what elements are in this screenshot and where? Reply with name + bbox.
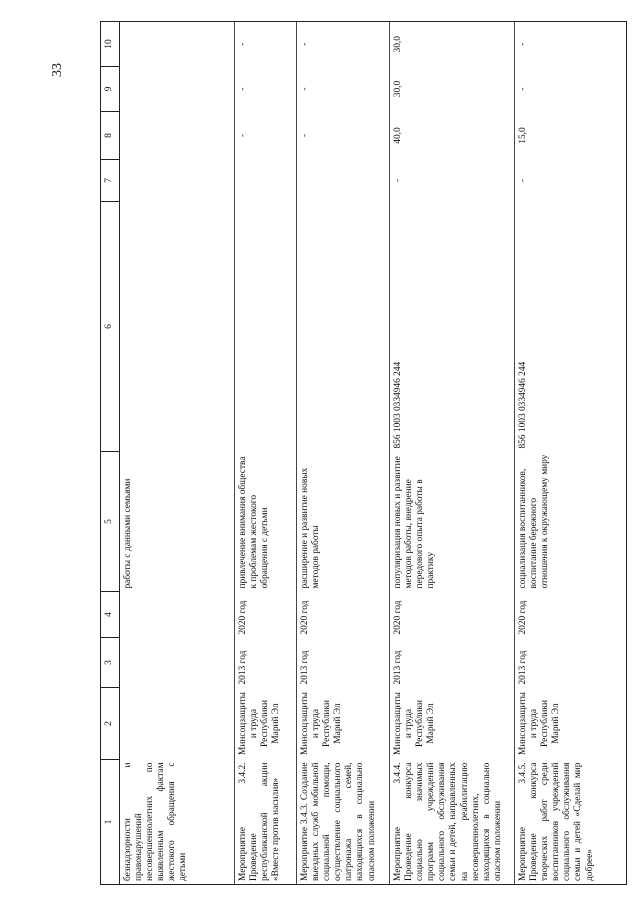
column-header: 3 (101, 638, 120, 688)
page-number: 33 (50, 63, 65, 77)
executor-cell: Минсоцзащиты и труда Республики Марий Эл (235, 688, 297, 760)
table-row (515, 22, 627, 885)
measure-cell: Мероприятие 3.4.3. Создание выездных служб мобильной социальной помощи, осуществление социального патронажа семей, находящихся в социально опасном положении (297, 760, 390, 885)
start-cell (120, 638, 235, 688)
value-cell (120, 112, 235, 160)
column-header: 7 (101, 160, 120, 202)
column-header: 4 (101, 592, 120, 638)
value-cell (297, 160, 390, 202)
table-row (235, 22, 297, 885)
code-cell: 856 1003 0334946 244 (515, 202, 627, 452)
value-cell: - (235, 112, 297, 160)
column-header: 9 (101, 67, 120, 112)
table-row (297, 22, 390, 885)
value-cell: 30,0 (390, 22, 515, 67)
code-cell (235, 202, 297, 452)
table-row (120, 22, 235, 885)
value-cell: - (235, 22, 297, 67)
end-cell: 2020 год (515, 592, 627, 638)
start-cell: 2013 год (235, 638, 297, 688)
value-cell: - (235, 67, 297, 112)
code-cell: 856 1003 0334946 244 (390, 202, 515, 452)
column-header: 6 (101, 202, 120, 452)
end-cell (120, 592, 235, 638)
executor-cell: Минсоцзащиты и труда Республики Марий Эл (515, 688, 627, 760)
value-cell: 40,0 (390, 112, 515, 160)
measure-cell: Мероприятие 3.4.2. Проведение республиканской акции «Вместе против насилия» (235, 760, 297, 885)
result-cell: расширение и развитие новых методов работы (297, 452, 390, 592)
executor-cell: Минсоцзащиты и труда Республики Марий Эл (390, 688, 515, 760)
column-header: 5 (101, 452, 120, 592)
measure-cell: безнадзорности и правонарушений несовершеннолетних по выявленным фактам жестокого обращения с детьми (120, 760, 235, 885)
value-cell: - (390, 160, 515, 202)
result-cell: социализация воспитанников, воспитание бережного отношения к окружающему миру (515, 452, 627, 592)
value-cell: - (297, 112, 390, 160)
value-cell: - (515, 67, 627, 112)
column-header: 1 (101, 760, 120, 885)
value-cell: - (297, 67, 390, 112)
result-cell: популяризация новых и развитие методов работы, внедрение передового опыта работы в практику (390, 452, 515, 592)
end-cell: 2020 год (390, 592, 515, 638)
code-cell (297, 202, 390, 452)
result-cell: работы с данными семьями (123, 478, 133, 589)
end-cell: 2020 год (297, 592, 390, 638)
column-header: 10 (101, 22, 120, 67)
value-cell: 15,0 (515, 112, 627, 160)
result-cell: привлечение внимания общества к проблемам жестокого обращения с детьми (235, 452, 297, 592)
value-cell: - (297, 22, 390, 67)
value-cell: - (515, 160, 627, 202)
value-cell (235, 160, 297, 202)
value-cell: - (515, 22, 627, 67)
column-header: 8 (101, 112, 120, 160)
start-cell: 2013 год (515, 638, 627, 688)
executor-cell (120, 688, 235, 760)
start-cell: 2013 год (297, 638, 390, 688)
value-cell: 30,0 (390, 67, 515, 112)
program-table (100, 21, 627, 885)
measure-cell: Мероприятие 3.4.5. Проведение конкурса творческих работ среди воспитанников учреждений социального обслуживания семьи и детей «Сделай мир добрее» (515, 760, 627, 885)
value-cell (120, 67, 235, 112)
table-header-row (101, 22, 120, 885)
end-cell: 2020 год (235, 592, 297, 638)
code-cell (120, 202, 235, 452)
value-cell (120, 22, 235, 67)
executor-cell: Минсоцзащиты и труда Республики Марий Эл (297, 688, 390, 760)
measure-cell: Мероприятие 3.4.4. Проведение конкурса социально значимых программ учреждений социального обслуживания семьи и детей, направленных на реабилитацию несовершеннолетних, находящихся в социально опасном положении (390, 760, 515, 885)
column-header: 2 (101, 688, 120, 760)
value-cell (120, 160, 235, 202)
table-row (390, 22, 515, 885)
start-cell: 2013 год (390, 638, 515, 688)
